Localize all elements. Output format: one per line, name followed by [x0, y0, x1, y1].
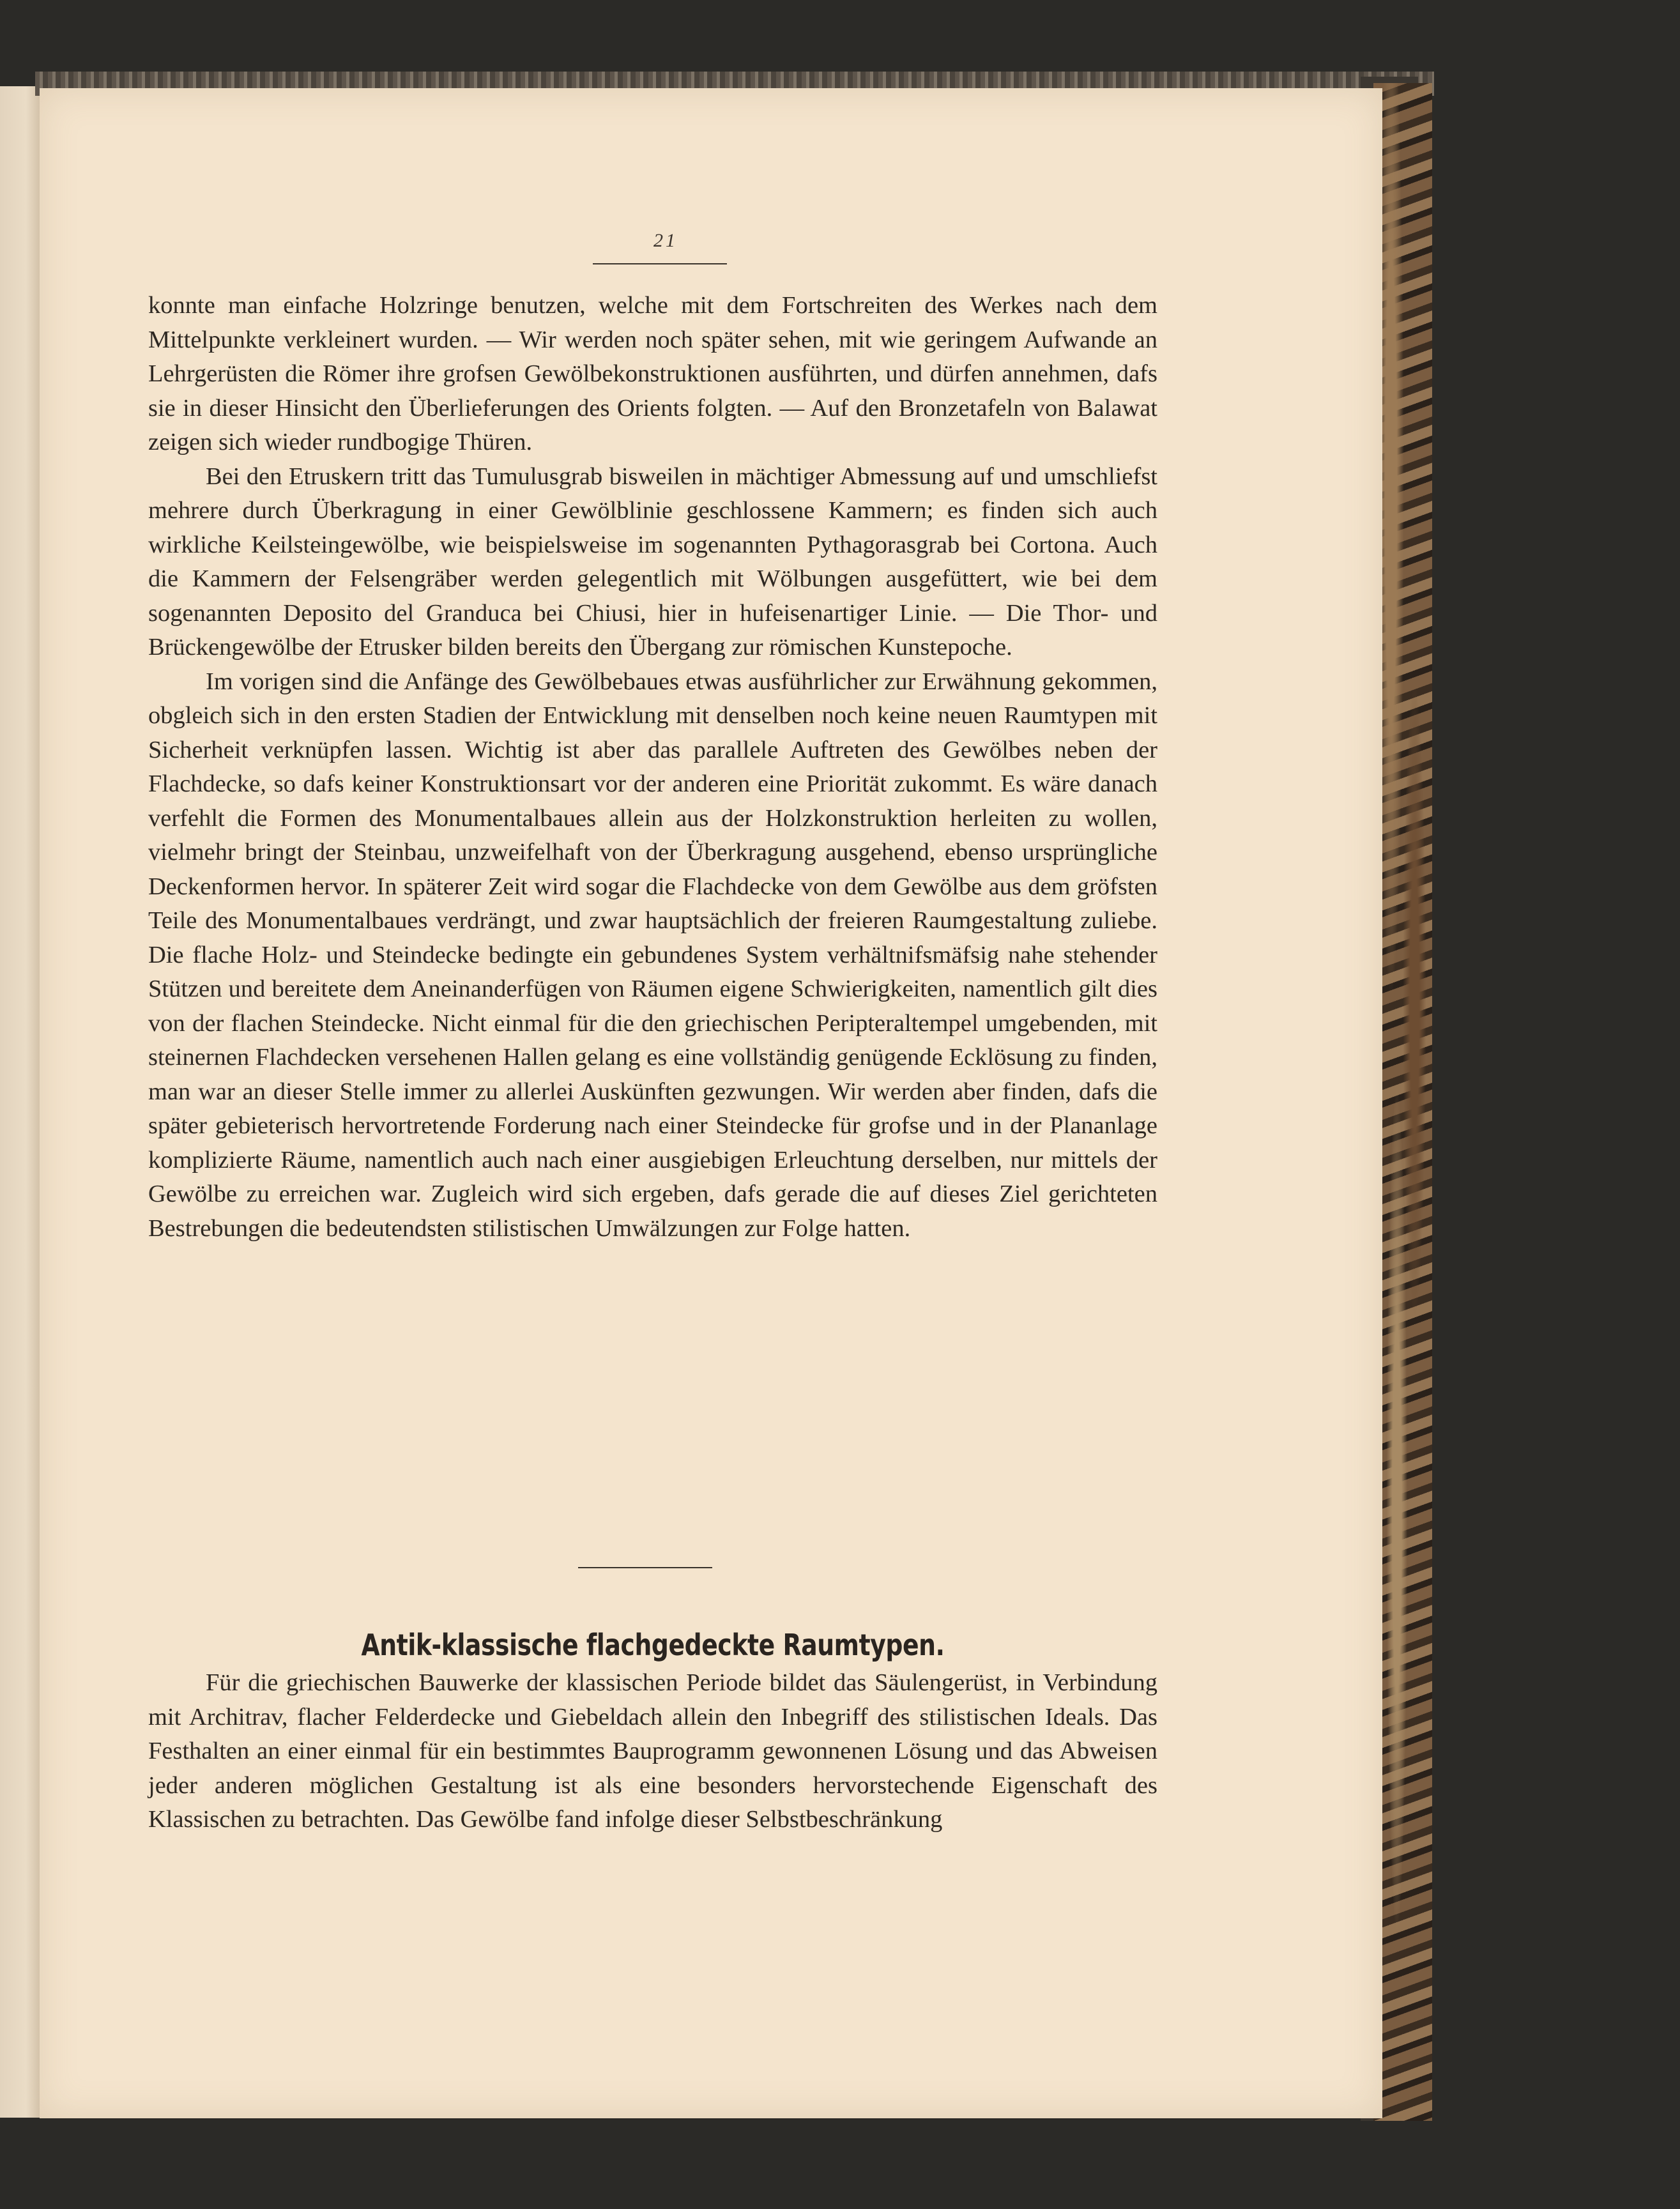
- section-heading: Antik-klassische flachgedeckte Raumtypen.: [361, 1628, 945, 1662]
- page-number: 21: [653, 230, 678, 251]
- header-rule: [593, 263, 727, 264]
- body-text: [148, 289, 1157, 1246]
- paragraph-1: konnte man einfache Holzringe benutzen, welche mit dem Fortschreiten des Werkes nach dem Mittelpunkte verkleinert wurden. — Wir werden noch später sehen, mit wie geringem Aufwande an Lehrgerüsten die Römer ihre grofsen Gewölbekonstruktionen ausführten, und dürfen annehmen, dafs sie in dieser Hinsicht den Überlieferungen des Orients folgten. — Auf den Bronzetafeln von Balawat zeigen sich wieder rundbogige Thüren.: [148, 292, 1157, 455]
- section-paragraph-1: Für die griechischen Bauwerke der klassischen Periode bildet das Säulengerüst, in Verbindung mit Architrav, flacher Felderdecke und Giebeldach allein den Inbegriff des stilistischen Ideals. Das Festhalten an einer einmal für ein bestimmtes Bauprogramm gewonnenen Lösung und das Abweisen jeder anderen möglichen Gestaltung ist als eine besonders hervorstechende Eigenschaft des Klassischen zu betrachten. Das Gewölbe fand infolge dieser Selbstbeschränkung: [148, 1669, 1157, 1833]
- paragraph-2: Bei den Etruskern tritt das Tumulusgrab bisweilen in mächtiger Abmessung auf und umschliefst mehrere durch Überkragung in einer Gewölblinie geschlossene Kammern; es finden sich auch wirkliche Keilsteingewölbe, wie beispielsweise im sogenannten Pythagorasgrab bei Cortona. Auch die Kammern der Felsengräber werden gelegentlich mit Wölbungen ausgefüttert, wie bei dem sogenannten Deposito del Granduca bei Chiusi, hier in hufeisenartiger Linie. — Die Thor- und Brückengewölbe der Etrusker bilden bereits den Übergang zur römischen Kunstepoche.: [148, 462, 1157, 661]
- paragraph-3: Im vorigen sind die Anfänge des Gewölbebaues etwas ausführlicher zur Erwähnung gekommen, obgleich sich in den ersten Stadien der Entwicklung mit denselben noch keine neuen Raumtypen mit Sicherheit verknüpfen lassen. Wichtig ist aber das parallele Auftreten des Gewölbes neben der Flachdecke, so dafs keiner Konstruktionsart vor der anderen eine Priorität zukommt. Es wäre danach verfehlt die Formen des Monumentalbaues allein aus der Holzkonstruktion herleiten zu wollen, vielmehr bringt der Steinbau, unzweifelhaft von der Überkragung ausgehend, ebenso ursprüngliche Deckenformen hervor. In späterer Zeit wird sogar die Flachdecke von dem Gewölbe aus dem gröfsten Teile des Monumentalbaues verdrängt, und zwar hauptsächlich der freieren Raumgestaltung zuliebe. Die flache Holz- und Steindecke bedingte ein gebundenes System verhältnifsmäfsig nahe stehender Stützen und bereitete dem Aneinanderfügen von Räumen eigene Schwierigkeiten, namentlich gilt dies von der flachen Steindecke. Nicht einmal für die den griechischen Peripteraltempel umgebenden, mit steinernen Flachdecken versehenen Hallen gelang es eine vollständig genügende Ecklösung zu finden, man war an dieser Stelle immer zu allerlei Auskünften gezwungen. Wir werden aber finden, dafs die später gebieterisch hervortretende Forderung nach einer Steindecke für grofse und in der Plananlage komplizierte Räume, namentlich auch nach einer ausgiebigen Erleuchtung derselben, nur mittels der Gewölbe zu erreichen war. Zugleich wird sich ergeben, dafs gerade die auf dieses Ziel gerichteten Bestrebungen die bedeutendsten stilistischen Umwälzungen zur Folge hatten.: [148, 668, 1157, 1242]
- section-separator-rule: [578, 1567, 712, 1568]
- previous-page-edge: [0, 86, 43, 2118]
- section-body-text: [148, 1666, 1157, 1837]
